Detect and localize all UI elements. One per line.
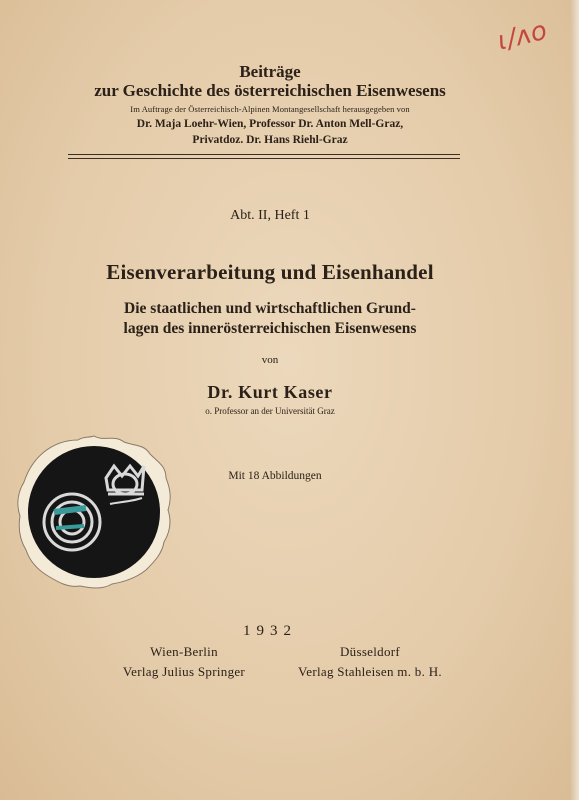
subtitle-line1: Die staatlichen und wirtschaftlichen Grund- bbox=[124, 300, 416, 317]
figures-note: Mit 18 Abbildungen bbox=[228, 470, 322, 482]
publication-year: 1932 bbox=[243, 623, 297, 639]
publisher-city: Wien-Berlin bbox=[150, 644, 218, 659]
publisher-city: Düsseldorf bbox=[339, 644, 401, 659]
publisher-name: Verlag Stahleisen m. b. H. bbox=[298, 664, 442, 679]
subtitle-line2: lagen des innerösterreichischen Eisenwesens bbox=[123, 320, 417, 337]
commission-note: Im Auftrage der Österreichisch-Alpinen Montangesellschaft herausgegeben von bbox=[130, 104, 410, 114]
by-label: von bbox=[261, 354, 279, 366]
series-title-line1: Beiträge bbox=[239, 62, 301, 81]
editors-line2: Privatdoz. Dr. Hans Riehl-Graz bbox=[192, 134, 348, 146]
author-position: o. Professor an der Universität Graz bbox=[205, 406, 335, 416]
divider-rule-bottom bbox=[68, 158, 460, 159]
book-title: Eisenverarbeitung und Eisenhandel bbox=[106, 260, 434, 284]
page-edge bbox=[571, 0, 579, 800]
series-title-line2: zur Geschichte des österreichischen Eisenwesens bbox=[94, 81, 446, 100]
publisher-name: Verlag Julius Springer bbox=[122, 664, 246, 679]
publisher-seal-icon bbox=[14, 432, 174, 592]
author-name: Dr. Kurt Kaser bbox=[207, 382, 333, 402]
divider-rule-top bbox=[68, 154, 460, 155]
editors-line1: Dr. Maja Loehr-Wien, Professor Dr. Anton Mell-Graz, bbox=[136, 118, 404, 130]
handwritten-mark: ɩ/ᴧo bbox=[494, 15, 550, 57]
volume-number: Abt. II, Heft 1 bbox=[230, 208, 310, 223]
